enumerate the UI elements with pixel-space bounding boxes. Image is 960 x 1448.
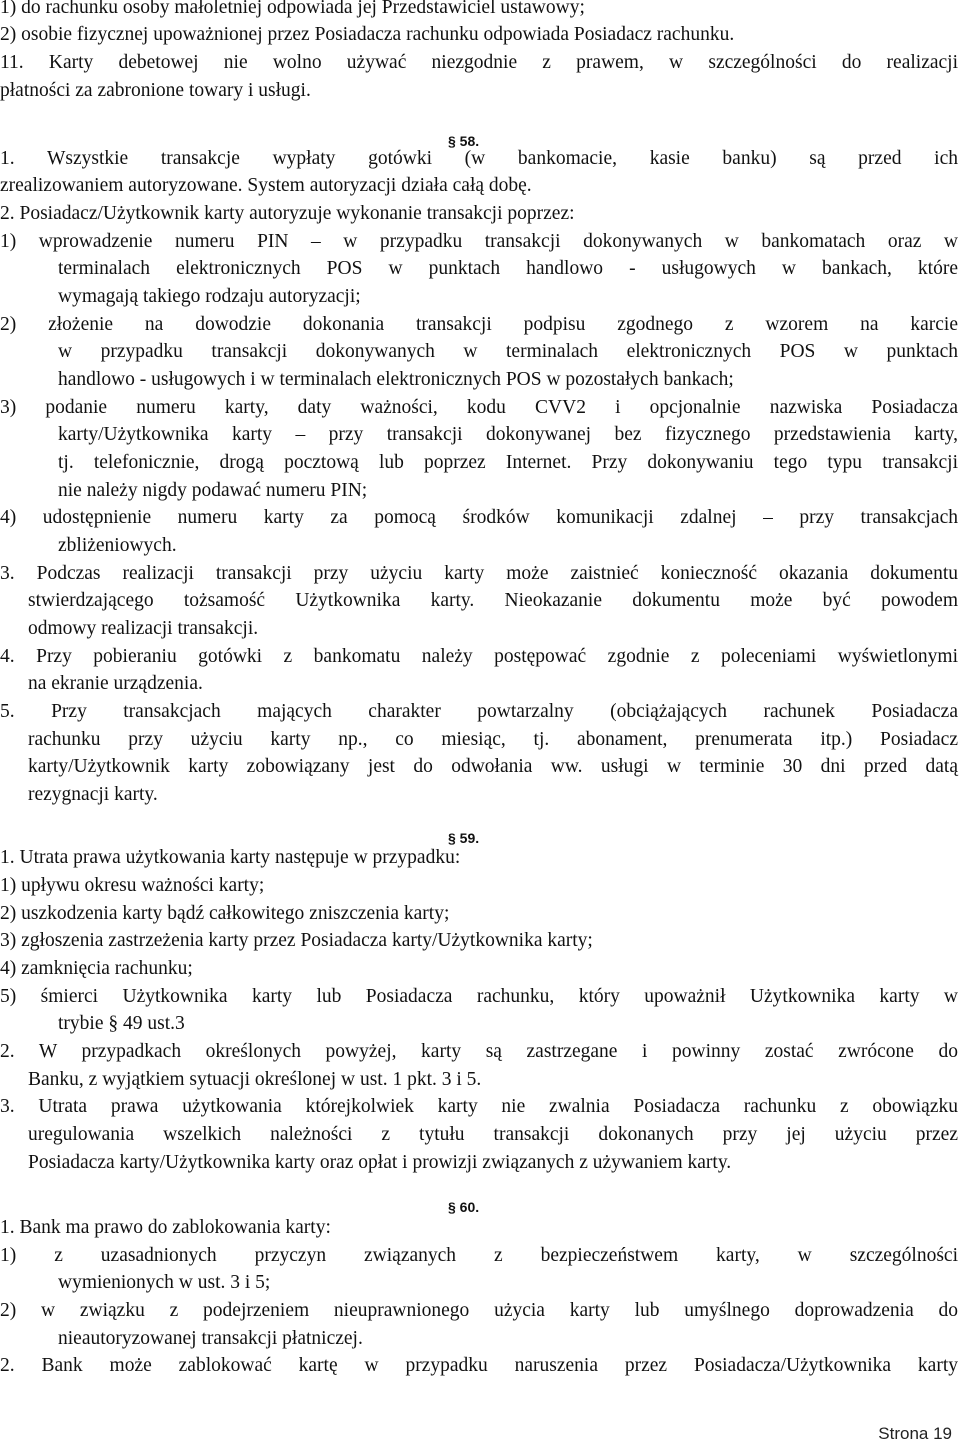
text-line: 1) do rachunku osoby małoletniej odpowiada jej Przedstawiciel ustawowy; [0, 0, 585, 18]
text-line: Posiadacza karty/Użytkownika karty oraz opłat i prowizji związanych z używaniem karty. [28, 1152, 732, 1173]
text-line: terminalach elektronicznych POS w punktach handlowo - usługowych w bankach, które [58, 258, 958, 279]
text-line: 2. Posiadacz/Użytkownik karty autoryzuje wykonanie transakcji poprzez: [0, 203, 575, 224]
section-heading-58: § 58. [448, 133, 480, 149]
text-line: trybie § 49 ust.3 [58, 1013, 185, 1034]
text-line: karty/Użytkownik karty zobowiązany jest do odwołania ww. usługi w terminie 30 dni przed datą [28, 756, 958, 777]
text-line: 2. W przypadkach określonych powyżej, karty są zastrzegane i powinny zostać zwrócone do [0, 1041, 958, 1062]
text-line: 3. Podczas realizacji transakcji przy użyciu karty może zaistnieć konieczność okazania dokumentu [0, 563, 958, 584]
text-line: 2) w związku z podejrzeniem nieuprawnionego użycia karty lub umyślnego doprowadzenia do [0, 1300, 958, 1321]
text-line: 11. Karty debetowej nie wolno używać niezgodnie z prawem, w szczególności do realizacji [0, 52, 958, 73]
text-line: 4) udostępnienie numeru karty za pomocą środków komunikacji zdalnej – przy transakcjach [0, 507, 958, 528]
text-line: Banku, z wyjątkiem sytuacji określonej w ust. 1 pkt. 3 i 5. [28, 1069, 482, 1090]
text-line: rachunku przy użyciu karty np., co miesiąc, tj. abonament, prenumerata itp.) Posiadacz [28, 729, 958, 750]
text-line: 3) zgłoszenia zastrzeżenia karty przez Posiadacza karty/Użytkownika karty; [0, 930, 593, 951]
page-number: Strona 19 [878, 1424, 952, 1443]
text-line: 1) upływu okresu ważności karty; [0, 875, 265, 896]
text-line: wymagają takiego rodzaju autoryzacji; [58, 286, 361, 307]
text-line: 1. Wszystkie transakcje wypłaty gotówki (w bankomacie, kasie banku) są przed ich [0, 148, 958, 169]
text-line: 2. Bank może zablokować kartę w przypadku naruszenia przez Posiadacza/Użytkownika karty [0, 1355, 958, 1376]
text-line: 5. Przy transakcjach mających charakter powtarzalny (obciążających rachunek Posiadacza [0, 701, 958, 722]
text-line: 5) śmierci Użytkownika karty lub Posiadacza rachunku, który upoważnił Użytkownika karty w [0, 986, 958, 1007]
text-line: płatności za zabronione towary i usługi. [0, 80, 311, 101]
text-line: nie należy nigdy podawać numeru PIN; [58, 480, 368, 501]
section-heading-59: § 59. [448, 830, 480, 846]
text-line: 2) uszkodzenia karty bądź całkowitego zniszczenia karty; [0, 903, 450, 924]
text-line: tj. telefonicznie, drogą pocztową lub poprzez Internet. Przy dokonywaniu tego typu transakcji [58, 452, 958, 473]
text-line: 4. Przy pobieraniu gotówki z bankomatu należy postępować zgodnie z poleceniami wyświetlonymi [0, 646, 958, 667]
text-line: nieautoryzowanej transakcji płatniczej. [58, 1328, 363, 1349]
text-line: na ekranie urządzenia. [28, 673, 203, 694]
text-line: 4) zamknięcia rachunku; [0, 958, 193, 979]
text-line: uregulowania wszelkich należności z tytułu transakcji dokonanych przy jej użyciu przez [28, 1124, 958, 1145]
text-line: 1) z uzasadnionych przyczyn związanych z bezpieczeństwem karty, w szczególności [0, 1245, 958, 1266]
text-line: 1. Bank ma prawo do zablokowania karty: [0, 1217, 331, 1238]
section-heading-60: § 60. [448, 1199, 480, 1215]
text-line: 2) złożenie na dowodzie dokonania transakcji podpisu zgodnego z wzorem na karcie [0, 314, 958, 335]
text-line: zrealizowaniem autoryzowane. System autoryzacji działa całą dobę. [0, 175, 532, 196]
text-line: zbliżeniowych. [58, 535, 177, 556]
text-line: 1) wprowadzenie numeru PIN – w przypadku transakcji dokonywanych w bankomatach oraz w [0, 231, 958, 252]
text-line: 3) podanie numeru karty, daty ważności, kodu CVV2 i opcjonalnie nazwiska Posiadacza [0, 397, 958, 418]
text-line: handlowo - usługowych i w terminalach elektronicznych POS w pozostałych bankach; [58, 369, 734, 390]
text-line: wymienionych w ust. 3 i 5; [58, 1272, 271, 1293]
text-line: rezygnacji karty. [28, 784, 158, 805]
text-line: 1. Utrata prawa użytkowania karty następuje w przypadku: [0, 847, 461, 868]
text-line: stwierdzającego tożsamość Użytkownika karty. Nieokazanie dokumentu może być powodem [28, 590, 958, 611]
text-line: 2) osobie fizycznej upoważnionej przez Posiadacza rachunku odpowiada Posiadacz rachunku. [0, 24, 735, 45]
text-line: odmowy realizacji transakcji. [28, 618, 259, 639]
text-line: w przypadku transakcji dokonywanych w terminalach elektronicznych POS w punktach [58, 341, 958, 362]
text-line: 3. Utrata prawa użytkowania którejkolwiek karty nie zwalnia Posiadacza rachunku z obowiązku [0, 1096, 958, 1117]
text-line: karty/Użytkownika karty – przy transakcji dokonywanej bez fizycznego przedstawienia karty, [58, 424, 958, 445]
